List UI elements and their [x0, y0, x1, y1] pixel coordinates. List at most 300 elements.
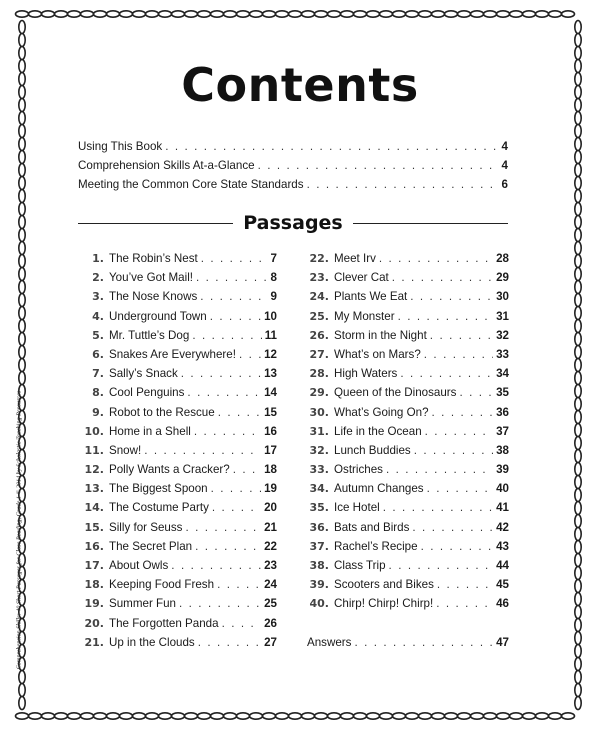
- dot-leader: [383, 501, 493, 514]
- passage-number: 26.: [309, 328, 329, 342]
- toc-entry-page: 4: [501, 159, 508, 172]
- chain-link: [549, 713, 562, 719]
- passage-entry: [307, 290, 509, 309]
- passage-number: 8.: [92, 386, 104, 400]
- passage-page: 39: [496, 463, 509, 477]
- chain-link: [575, 632, 581, 645]
- chain-link: [575, 125, 581, 138]
- chain-link: [445, 713, 458, 719]
- passage-number: 29.: [309, 386, 329, 400]
- chain-link: [224, 11, 237, 17]
- passage-page: 24: [264, 578, 277, 592]
- chain-link: [250, 11, 263, 17]
- passage-title: Meet Irv: [334, 252, 376, 265]
- chain-link: [146, 11, 159, 17]
- passage-title: The Nose Knows: [109, 290, 198, 304]
- chain-link: [575, 385, 581, 398]
- dot-leader: [379, 252, 493, 265]
- passage-entry: [307, 540, 509, 559]
- dot-leader: [430, 329, 493, 342]
- passage-entry: [82, 386, 277, 405]
- passage-title: Polly Wants a Cracker?: [109, 463, 230, 477]
- dot-leader: [307, 178, 499, 191]
- passage-title: Scooters and Bikes: [334, 578, 434, 592]
- dot-leader: [200, 290, 267, 303]
- chain-link: [549, 11, 562, 17]
- passage-entry: [82, 348, 277, 367]
- passage-entry: [82, 559, 277, 578]
- passage-entry: [307, 406, 509, 425]
- passage-page: 9: [270, 290, 277, 304]
- chain-link: [575, 567, 581, 580]
- passage-title: Bats and Birds: [334, 520, 410, 534]
- chain-link: [536, 713, 549, 719]
- dot-leader: [181, 367, 261, 380]
- chain-link: [29, 11, 42, 17]
- passage-title: Ice Hotel: [334, 501, 380, 515]
- chain-link: [575, 411, 581, 424]
- passage-entry: [82, 578, 277, 597]
- chain-link: [19, 190, 25, 203]
- chain-link: [484, 713, 497, 719]
- passage-entry: [82, 406, 277, 425]
- chain-link: [19, 294, 25, 307]
- dot-leader: [187, 386, 261, 399]
- passage-number: 30.: [309, 405, 329, 419]
- dot-leader: [386, 463, 493, 476]
- passage-number: 16.: [84, 539, 104, 553]
- chain-link: [159, 11, 172, 17]
- chain-link: [445, 11, 458, 17]
- chain-link: [575, 151, 581, 164]
- answers-page: 47: [496, 635, 509, 649]
- passage-entry: [82, 310, 277, 329]
- passage-number: 15.: [84, 520, 104, 534]
- passage-entry: [82, 367, 277, 386]
- passage-entry: [307, 482, 509, 501]
- chain-link: [19, 320, 25, 333]
- chain-link: [575, 424, 581, 437]
- chain-link: [19, 333, 25, 346]
- passage-title: High Waters: [334, 367, 398, 381]
- dot-leader: [194, 425, 261, 438]
- chain-link: [575, 489, 581, 502]
- chain-link: [19, 21, 25, 34]
- chain-link: [276, 713, 289, 719]
- passage-title: Rachel’s Recipe: [334, 539, 418, 553]
- passage-title: What’s on Mars?: [334, 347, 421, 361]
- chain-link: [458, 11, 471, 17]
- dot-leader: [432, 406, 494, 419]
- dot-leader: [144, 444, 261, 457]
- dot-leader: [195, 540, 261, 553]
- passage-title: Up in the Clouds: [109, 635, 195, 649]
- chain-link: [367, 11, 380, 17]
- passage-title: Plants We Eat: [334, 290, 408, 304]
- chain-link: [146, 713, 159, 719]
- passage-page: 18: [264, 463, 277, 477]
- chain-link: [536, 11, 549, 17]
- passage-entry: [307, 597, 509, 616]
- passage-page: 28: [496, 252, 509, 265]
- passage-page: 36: [496, 405, 509, 419]
- passage-title: Autumn Changes: [334, 482, 424, 496]
- passage-title: What’s Going On?: [334, 405, 429, 419]
- passage-number: 17.: [84, 559, 104, 572]
- passage-title: Underground Town: [109, 309, 207, 323]
- chain-link: [575, 112, 581, 125]
- toc-entry-page: 4: [501, 140, 508, 153]
- copyright-text: Comprehension Skills: 40 Short Passages for Close Reading, Grade 1 © 2014 by Scholastic Teaching Resources: [15, 390, 23, 670]
- chain-link: [575, 593, 581, 606]
- passage-page: 45: [496, 578, 509, 592]
- passage-title: Snow!: [109, 443, 142, 457]
- passage-entry: [82, 482, 277, 501]
- chain-link: [263, 713, 276, 719]
- passage-entry: [82, 329, 277, 348]
- passage-title: Clever Cat: [334, 271, 389, 285]
- passage-entry: [307, 329, 509, 348]
- chain-link: [328, 713, 341, 719]
- chain-link: [419, 11, 432, 17]
- passage-page: 17: [264, 443, 277, 457]
- chain-link: [575, 515, 581, 528]
- dot-leader: [437, 578, 493, 591]
- chain-link: [263, 11, 276, 17]
- passage-entry: [82, 540, 277, 559]
- dot-leader: [258, 159, 499, 172]
- passage-page: 14: [264, 386, 277, 400]
- passage-entry: [307, 463, 509, 482]
- passage-number: 34.: [309, 482, 329, 496]
- chain-link: [380, 713, 393, 719]
- chain-link: [81, 713, 94, 719]
- chain-link: [19, 255, 25, 268]
- page-title: Contents: [181, 58, 419, 112]
- chain-link: [107, 11, 120, 17]
- chain-link: [19, 307, 25, 320]
- passage-number: 9.: [92, 405, 104, 419]
- chain-link: [237, 11, 250, 17]
- passage-entry: [82, 444, 277, 463]
- chain-link: [367, 713, 380, 719]
- chain-link: [406, 713, 419, 719]
- dot-leader: [392, 271, 493, 284]
- dot-leader: [179, 597, 261, 610]
- divider: [353, 223, 508, 224]
- dot-leader: [218, 406, 261, 419]
- chain-link: [42, 11, 55, 17]
- passage-entry: [307, 501, 509, 520]
- chain-link: [276, 11, 289, 17]
- chain-link: [575, 359, 581, 372]
- passage-entry: [307, 367, 509, 386]
- passage-page: 10: [264, 309, 277, 323]
- chain-link: [575, 658, 581, 671]
- dot-leader: [171, 559, 261, 572]
- passage-number: 19.: [84, 597, 104, 611]
- toc-entry: [78, 159, 508, 178]
- chain-link: [289, 11, 302, 17]
- chain-link: [19, 151, 25, 164]
- dot-leader: [410, 290, 493, 303]
- passage-number: 32.: [309, 443, 329, 457]
- passage-entry: [307, 425, 509, 444]
- passage-page: 43: [496, 539, 509, 553]
- dot-leader: [217, 578, 261, 591]
- chain-link: [198, 11, 211, 17]
- chain-link: [523, 713, 536, 719]
- dot-leader: [239, 348, 261, 361]
- passage-title: Life in the Ocean: [334, 424, 422, 438]
- dot-leader: [421, 540, 494, 553]
- chain-link: [172, 713, 185, 719]
- passage-number: 3.: [92, 290, 104, 304]
- chain-link: [120, 713, 133, 719]
- passage-entry: [307, 521, 509, 540]
- passage-page: 33: [496, 347, 509, 361]
- chain-link: [575, 619, 581, 632]
- passage-entry: [82, 597, 277, 616]
- chain-link: [575, 684, 581, 697]
- chain-link: [575, 294, 581, 307]
- chain-link: [575, 268, 581, 281]
- passage-page: 37: [496, 424, 509, 438]
- chain-link: [575, 372, 581, 385]
- passage-number: 40.: [309, 597, 329, 611]
- chain-link: [19, 125, 25, 138]
- chain-link: [497, 11, 510, 17]
- chain-link: [575, 216, 581, 229]
- chain-link: [523, 11, 536, 17]
- passage-entry: [307, 310, 509, 329]
- chain-link: [432, 11, 445, 17]
- passage-page: 35: [496, 386, 509, 400]
- passage-entry: [82, 290, 277, 309]
- passage-title: Ostriches: [334, 463, 383, 477]
- chain-link: [198, 713, 211, 719]
- chain-link: [575, 476, 581, 489]
- passage-number: 13.: [84, 482, 104, 496]
- toc-entry: [78, 140, 508, 159]
- passage-entry: [82, 425, 277, 444]
- passage-entry: [307, 252, 509, 271]
- chain-link: [237, 713, 250, 719]
- passage-title: Cool Penguins: [109, 386, 185, 400]
- chain-link: [575, 242, 581, 255]
- passage-number: 11.: [84, 443, 104, 457]
- passage-title: Storm in the Night: [334, 328, 427, 342]
- chain-link: [575, 450, 581, 463]
- passage-number: 24.: [309, 290, 329, 304]
- chain-link: [19, 34, 25, 47]
- chain-link: [575, 463, 581, 476]
- passage-page: 38: [496, 443, 509, 457]
- dot-leader: [427, 482, 494, 495]
- chain-link: [575, 320, 581, 333]
- chain-link: [575, 671, 581, 684]
- chain-link: [289, 713, 302, 719]
- passage-page: 7: [270, 252, 277, 265]
- toc-entry-label: Comprehension Skills At-a-Glance: [78, 159, 255, 172]
- passage-title: The Secret Plan: [109, 539, 193, 553]
- chain-link: [94, 11, 107, 17]
- chain-link: [68, 713, 81, 719]
- passage-number: 23.: [309, 271, 329, 285]
- dot-leader: [459, 386, 493, 399]
- passage-page: 13: [264, 367, 277, 381]
- chain-link: [159, 713, 172, 719]
- passage-number: 18.: [84, 578, 104, 592]
- chain-link: [575, 281, 581, 294]
- passage-page: 42: [496, 520, 509, 534]
- passage-title: The Robin’s Nest: [109, 252, 198, 265]
- chain-link: [19, 346, 25, 359]
- passage-page: 40: [496, 482, 509, 496]
- chain-link: [107, 713, 120, 719]
- chain-link: [19, 164, 25, 177]
- dot-leader: [196, 271, 268, 284]
- passage-entry: [307, 348, 509, 367]
- passage-number: 25.: [309, 309, 329, 323]
- passage-page: 19: [264, 482, 277, 496]
- passage-number: 27.: [309, 347, 329, 361]
- chain-link: [250, 713, 263, 719]
- chain-link: [510, 11, 523, 17]
- chain-link: [575, 34, 581, 47]
- chain-link: [575, 346, 581, 359]
- chain-link: [575, 645, 581, 658]
- chain-link: [380, 11, 393, 17]
- chain-link: [575, 333, 581, 346]
- chain-link: [393, 11, 406, 17]
- chain-link: [133, 713, 146, 719]
- chain-link: [341, 713, 354, 719]
- dot-leader: [165, 140, 498, 153]
- passage-number: 2.: [92, 271, 104, 285]
- passage-page: 20: [264, 501, 277, 515]
- passage-number: 7.: [92, 367, 104, 381]
- chain-link: [406, 11, 419, 17]
- passage-entry: [82, 501, 277, 520]
- chain-link: [432, 713, 445, 719]
- chain-link: [471, 11, 484, 17]
- passage-number: 36.: [309, 520, 329, 534]
- dot-leader: [425, 425, 493, 438]
- chain-link: [510, 713, 523, 719]
- passage-entry: [307, 559, 509, 578]
- toc-entry: [78, 178, 508, 197]
- passage-number: 31.: [309, 424, 329, 438]
- chain-link: [133, 11, 146, 17]
- passage-entry: [82, 521, 277, 540]
- answers-label: Answers: [307, 635, 352, 649]
- passage-entry: [307, 386, 509, 405]
- passage-page: 27: [264, 635, 277, 649]
- passage-number: 10.: [84, 424, 104, 438]
- chain-link: [55, 11, 68, 17]
- passage-number: 14.: [84, 501, 104, 515]
- dot-leader: [389, 559, 494, 572]
- passage-number: 35.: [309, 501, 329, 515]
- dot-leader: [210, 310, 261, 323]
- passage-title: Keeping Food Fresh: [109, 578, 215, 592]
- passage-number: 21.: [84, 635, 104, 649]
- chain-link: [575, 307, 581, 320]
- passage-number: 38.: [309, 559, 329, 572]
- dot-leader: [222, 617, 262, 630]
- chain-link: [575, 255, 581, 268]
- section-heading: Passages: [243, 212, 343, 234]
- passage-number: 12.: [84, 463, 104, 477]
- chain-link: [575, 554, 581, 567]
- passage-page: 34: [496, 367, 509, 381]
- passages-list-right: [307, 252, 509, 655]
- passage-number: 37.: [309, 539, 329, 553]
- passage-page: 16: [264, 424, 277, 438]
- passage-title: Class Trip: [334, 559, 386, 572]
- chain-link: [575, 138, 581, 151]
- chain-link: [575, 229, 581, 242]
- passage-entry: [307, 444, 509, 463]
- chain-link: [172, 11, 185, 17]
- side-credit-line: [9, 370, 29, 690]
- passage-title: The Costume Party: [109, 501, 209, 515]
- dot-leader: [211, 482, 261, 495]
- passage-entry: [82, 271, 277, 290]
- chain-link: [211, 11, 224, 17]
- passage-title: Summer Fun: [109, 597, 177, 611]
- chain-link: [458, 713, 471, 719]
- passage-page: 32: [496, 328, 509, 342]
- passage-title: Lunch Buddies: [334, 443, 411, 457]
- dot-leader: [198, 636, 261, 649]
- toc-entry-label: Using This Book: [78, 140, 163, 153]
- intro-contents-list: [78, 140, 508, 197]
- chain-link: [575, 190, 581, 203]
- passage-title: Snakes Are Everywhere!: [109, 347, 236, 361]
- chain-link: [315, 11, 328, 17]
- passage-number: 20.: [84, 616, 104, 630]
- chain-link: [575, 177, 581, 190]
- chain-link: [302, 713, 315, 719]
- dot-leader: [233, 463, 261, 476]
- passage-title: You’ve Got Mail!: [109, 271, 193, 285]
- passages-list-left: [82, 252, 277, 655]
- passage-entry: [307, 271, 509, 290]
- chain-link: [575, 164, 581, 177]
- chain-link: [120, 11, 133, 17]
- passage-title: Sally’s Snack: [109, 367, 178, 381]
- chain-link: [315, 713, 328, 719]
- chain-link: [497, 713, 510, 719]
- chain-link: [19, 229, 25, 242]
- chain-link: [94, 713, 107, 719]
- chain-link: [19, 177, 25, 190]
- chain-link: [16, 11, 29, 17]
- passage-title: The Biggest Spoon: [109, 482, 208, 496]
- dot-leader: [424, 348, 493, 361]
- passage-page: 8: [270, 271, 277, 285]
- chain-link: [29, 713, 42, 719]
- chain-link: [302, 11, 315, 17]
- passage-page: 31: [496, 309, 509, 323]
- passage-number: 1.: [92, 252, 104, 265]
- dot-leader: [436, 597, 493, 610]
- passage-entry: [82, 252, 277, 271]
- chain-link: [16, 713, 29, 719]
- chain-link: [42, 713, 55, 719]
